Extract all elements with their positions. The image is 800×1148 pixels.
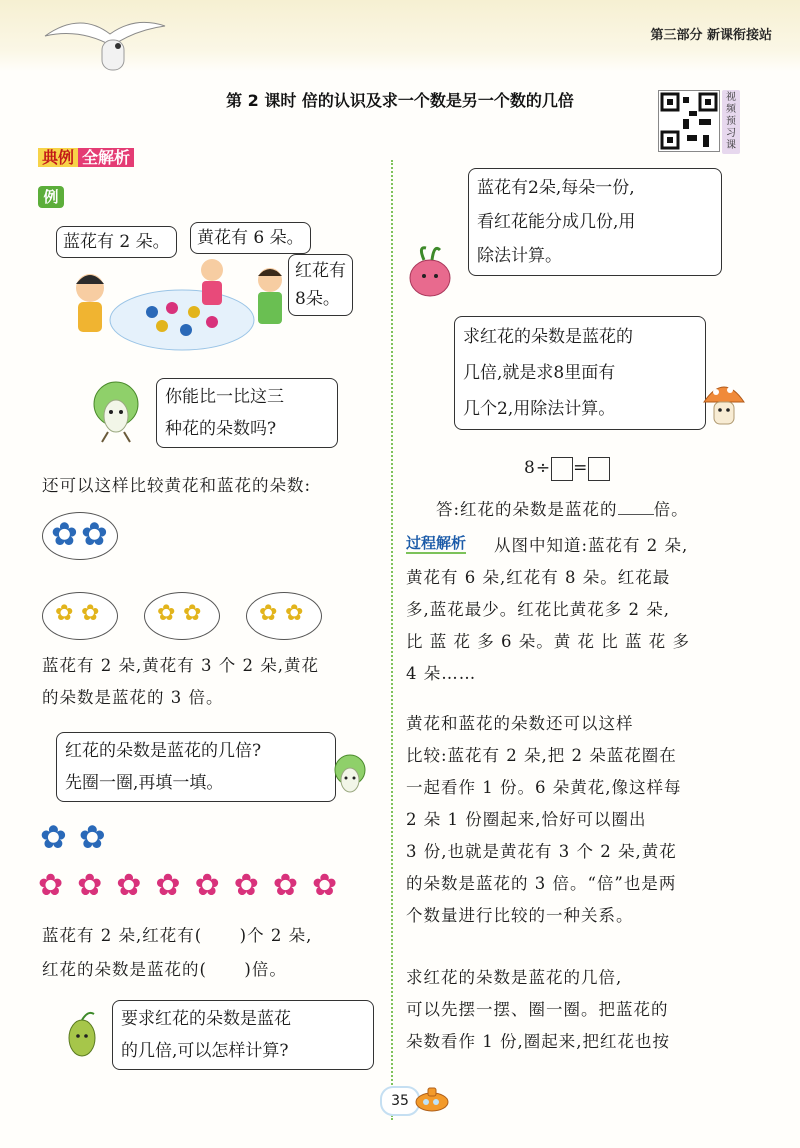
radish-character (404, 244, 456, 300)
equation-equals: = (573, 458, 589, 478)
answer-prefix: 答:红花的朵数是蓝花的 (436, 500, 618, 519)
red-flower: ✿ (77, 868, 117, 903)
qr-code[interactable] (658, 90, 720, 152)
analysis-label: 过程解析 (406, 534, 467, 552)
qr-caption: 视频预习课 (722, 90, 740, 154)
cabbage-character-small (330, 752, 370, 802)
blue-flower-row (40, 818, 106, 856)
badge-example: 例 (38, 186, 64, 208)
blue-flower: ✿ (81, 515, 108, 553)
question-bubble-compare: 你能比一比这三 种花的朵数吗? (156, 378, 338, 448)
blue-flower-group (42, 512, 118, 560)
yellow-flower-group (144, 592, 220, 640)
yellow-flower: ✿ (259, 601, 278, 626)
blue-flower: ✿ (78, 818, 106, 856)
pea-character (62, 1008, 102, 1062)
seagull-illustration (40, 6, 170, 76)
section-tag: 第三部分 新课衔接站 (650, 28, 772, 43)
compare-text: 蓝花有 2 朵,黄花有 3 个 2 朵,黄花 的朵数是蓝花的 3 倍。 (42, 656, 319, 707)
yellow-flower: ✿ (81, 601, 100, 626)
answer-line (436, 494, 689, 526)
answer-box-quotient[interactable] (588, 457, 610, 481)
hint-bubble-division: 蓝花有2朵,每朵一份, 看红花能分成几份,用 除法计算。 (468, 168, 722, 276)
badge-main-a: 典例 (38, 148, 78, 167)
yellow-flower-group (42, 592, 118, 640)
badge-main-b: 全解析 (78, 148, 134, 167)
red-flower: ✿ (116, 868, 156, 903)
badge-main (38, 146, 134, 170)
red-flower: ✿ (233, 868, 273, 903)
answer-suffix: 倍。 (653, 500, 689, 519)
equation (524, 452, 610, 484)
blue-flower: ✿ (40, 818, 67, 856)
fill-line-2: 红花的朵数是蓝花的( )倍。 (42, 960, 287, 979)
answer-blank[interactable] (618, 514, 654, 515)
red-flower: ✿ (38, 868, 78, 903)
yellow-flower: ✿ (285, 601, 304, 626)
yellow-flower-group (246, 592, 322, 640)
red-flower-row (38, 868, 351, 903)
yellow-flower: ✿ (157, 601, 176, 626)
red-flower: ✿ (311, 868, 352, 903)
analysis-paragraph-3: 求红花的朵数是蓝花的几倍, 可以先摆一摆、圈一圈。把蓝花的 朵数看作 1 份,圈起来,把红花也按 (406, 968, 670, 1051)
equation-left: 8÷ (524, 458, 552, 478)
page-number: 35 (380, 1086, 420, 1116)
question-bubble-calc: 要求红花的朵数是蓝花 的几倍,可以怎样计算? (112, 1000, 374, 1070)
children-flowerbed-illustration (62, 250, 292, 362)
yellow-flower: ✿ (183, 601, 202, 626)
red-flower: ✿ (194, 868, 234, 903)
submarine-icon (412, 1084, 452, 1114)
column-divider (391, 160, 393, 1120)
question-bubble-circle: 红花的朵数是蓝花的几倍? 先圈一圈,再填一填。 (56, 732, 336, 802)
yellow-flower: ✿ (55, 601, 74, 626)
red-flower: ✿ (272, 868, 312, 903)
blue-flower: ✿ (51, 515, 78, 553)
speech-bubble-yellow: 黄花有 6 朵。 (190, 222, 311, 254)
lesson-title: 第 2 课时 倍的认识及求一个数是另一个数的几倍 (226, 91, 574, 110)
compare-intro: 还可以这样比较黄花和蓝花的朵数: (42, 476, 312, 495)
mushroom-character (700, 376, 748, 440)
answer-box-divisor[interactable] (551, 457, 573, 481)
fill-line-1: 蓝花有 2 朵,红花有( )个 2 朵, (42, 926, 313, 945)
speech-bubble-blue: 蓝花有 2 朵。 (56, 226, 177, 258)
analysis-paragraph-1: 从图中知道:蓝花有 2 朵, 黄花有 6 朵,红花有 8 朵。红花最 多,蓝花最少。红花比黄花多 2 朵, 比 蓝 花 多 6 朵。黄 花 比 蓝 花 多 4 朵…… (406, 536, 690, 683)
cabbage-character (88, 378, 144, 444)
hint-bubble-how-many: 求红花的朵数是蓝花的 几倍,就是求8里面有 几个2,用除法计算。 (454, 316, 706, 430)
speech-bubble-red: 红花有 8朵。 (288, 254, 353, 316)
analysis-paragraph-2: 黄花和蓝花的朵数还可以这样 比较:蓝花有 2 朵,把 2 朵蓝花圈在 一起看作 1 份。6 朵黄花,像这样每 2 朵 1 份圈起来,恰好可以圈出 3 份,也就是黄花有 3 个 2 朵,黄花 的朵数是蓝花的 3 倍。“倍”也是两 个数量进行比较的一种关系。 (406, 714, 682, 925)
red-flower: ✿ (155, 868, 195, 903)
